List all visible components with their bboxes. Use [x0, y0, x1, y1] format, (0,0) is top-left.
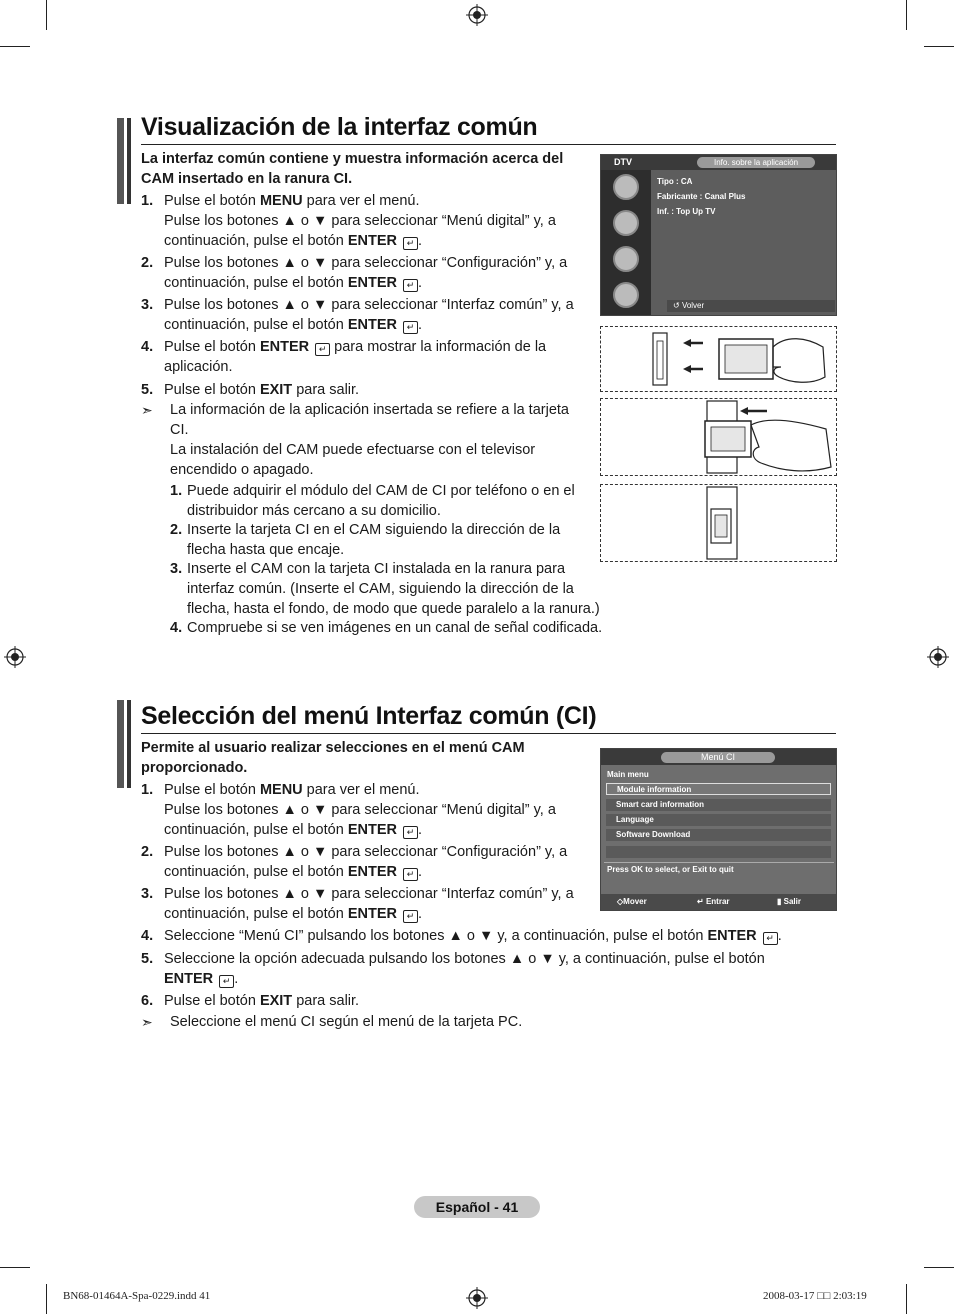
- menu-item-language[interactable]: Language: [606, 814, 831, 826]
- footer-exit: ▮ Salir: [777, 897, 801, 906]
- menu-item-software-download[interactable]: Software Download: [606, 829, 831, 841]
- move-icon: ◇: [617, 897, 624, 906]
- crop-mark: [924, 1267, 954, 1268]
- enter-icon: ↵: [315, 343, 330, 356]
- card-insert-illustration: [600, 398, 837, 476]
- step-6: 6. Pulse el botón EXIT para salir.: [141, 993, 360, 1009]
- return-icon: ↺: [673, 301, 682, 310]
- file-slug: BN68-01464A-Spa-0229.indd 41: [63, 1290, 211, 1302]
- setup-gear-icon: [613, 246, 639, 272]
- step-3: 3. Pulse los botones ▲ o ▼ para seleccionar “Interfaz común” y, a continuación, pulse el botón ENTER ↵ .: [141, 297, 574, 333]
- exit-icon: ▮: [777, 897, 784, 906]
- crop-mark: [0, 1267, 30, 1268]
- screen-sidebar: [601, 170, 651, 315]
- crop-mark: [46, 1284, 47, 1314]
- screen-header: Info. sobre la aplicación: [697, 157, 815, 168]
- screen-footer: ↺ Volver: [667, 300, 835, 312]
- crop-mark: [906, 0, 907, 30]
- app-info-screen: [600, 154, 837, 316]
- cam-inserted-illustration: [600, 484, 837, 562]
- picture-icon: [613, 210, 639, 236]
- enter-icon: ↵: [697, 897, 706, 906]
- info-row: Inf. : Top Up TV: [657, 207, 716, 216]
- crop-mark: [906, 1284, 907, 1314]
- section-rule: [141, 733, 836, 734]
- enter-icon: ↵: [403, 237, 418, 250]
- section-bar: [117, 700, 124, 788]
- section-bar: [127, 118, 131, 204]
- section-title: Selección del menú Interfaz común (CI): [141, 702, 597, 730]
- date-slug: 2008-03-17 □□ 2:03:19: [763, 1290, 867, 1302]
- cam-insert-illustration: [600, 326, 837, 392]
- note: ➣ La información de la aplicación insertada se refiere a la tarjeta CI. La instalación del CAM puede efectuarse con el televisor encendido o apagado.: [141, 402, 569, 478]
- registration-mark-icon: [466, 1287, 488, 1309]
- input-icon: [613, 282, 639, 308]
- step-5: 5. Pulse el botón EXIT para salir.: [141, 382, 360, 398]
- section-title: Visualización de la interfaz común: [141, 113, 538, 141]
- footer-enter: ↵ Entrar: [697, 897, 730, 906]
- dtv-label: DTV: [614, 157, 632, 167]
- enter-icon: ↵: [403, 321, 418, 334]
- step-2: 2. Pulse los botones ▲ o ▼ para seleccionar “Configuración” y, a continuación, pulse el botón ENTER ↵ .: [141, 255, 568, 291]
- step-5: 5. Seleccione la opción adecuada pulsando los botones ▲ o ▼ y, a continuación, pulse el botón ENTER ↵ .: [141, 951, 765, 987]
- enter-icon: ↵: [403, 868, 418, 881]
- substep-1: 1. Puede adquirir el módulo del CAM de CI por teléfono o en el distribuidor más cercano a su domicilio.: [170, 483, 575, 519]
- substep-4: 4. Compruebe si se ven imágenes en un canal de señal codificada.: [170, 620, 603, 636]
- note-arrow-icon: ➣: [141, 402, 153, 418]
- step-2: 2. Pulse los botones ▲ o ▼ para seleccionar “Configuración” y, a continuación, pulse el botón ENTER ↵ .: [141, 844, 568, 880]
- cam-card-illustration: [601, 327, 835, 390]
- crop-mark: [0, 46, 30, 47]
- substep-3: 3. Inserte el CAM con la tarjeta CI instalada en la ranura para interfaz común. (Inserte el CAM, siguiendo la dirección de la flecha, hasta el fondo, de modo que quede paralelo a la ranura.): [170, 561, 600, 617]
- menu-item-smart-card[interactable]: Smart card information: [606, 799, 831, 811]
- section-bar: [117, 118, 124, 204]
- crop-mark: [46, 0, 47, 30]
- note: ➣ Seleccione el menú CI según el menú de la tarjeta PC.: [141, 1014, 523, 1030]
- step-3: 3. Pulse los botones ▲ o ▼ para seleccionar “Interfaz común” y, a continuación, pulse el botón ENTER ↵ .: [141, 886, 574, 922]
- step-4: 4. Pulse el botón ENTER ↵ para mostrar la información de la aplicación.: [141, 339, 547, 375]
- screen-header: Menú CI: [661, 752, 775, 763]
- substep-2: 2. Inserte la tarjeta CI en el CAM siguiendo la dirección de la flecha hasta que encaje.: [170, 522, 561, 558]
- menu-item-module-information[interactable]: Module information: [606, 783, 831, 795]
- enter-icon: ↵: [403, 279, 418, 292]
- section-intro: Permite al usuario realizar selecciones en el menú CAM proporcionado.: [141, 740, 525, 776]
- step-1: 1. Pulse el botón MENU para ver el menú. Pulse los botones ▲ o ▼ para seleccionar “Menú digital” y, a continuación, pulse el botón ENTER ↵ .: [141, 782, 556, 838]
- registration-mark-icon: [4, 646, 26, 668]
- enter-icon: ↵: [403, 826, 418, 839]
- page-number: Español - 41: [414, 1196, 540, 1218]
- section-intro: La interfaz común contiene y muestra información acerca del CAM insertado en la ranura CI.: [141, 151, 564, 187]
- step-1: 1. Pulse el botón MENU para ver el menú. Pulse los botones ▲ o ▼ para seleccionar “Menú digital” y, a continuación, pulse el botón ENTER ↵ .: [141, 193, 556, 249]
- menu-item-empty: [606, 846, 831, 858]
- registration-mark-icon: [466, 4, 488, 26]
- screen-hint: Press OK to select, or Exit to quit: [607, 865, 734, 874]
- crop-mark: [924, 46, 954, 47]
- note-arrow-icon: ➣: [141, 1014, 153, 1030]
- section-rule: [141, 144, 836, 145]
- info-row: Fabricante : Canal Plus: [657, 192, 746, 201]
- info-row: Tipo : CA: [657, 177, 693, 186]
- main-menu-label: Main menu: [607, 770, 649, 779]
- step-4: 4. Seleccione “Menú CI” pulsando los botones ▲ o ▼ y, a continuación, pulse el botón ENTER ↵ .: [141, 928, 782, 944]
- section-bar: [127, 700, 131, 788]
- registration-mark-icon: [927, 646, 949, 668]
- ci-menu-screen: [600, 748, 837, 911]
- enter-icon: ↵: [219, 975, 234, 988]
- enter-icon: ↵: [763, 932, 778, 945]
- footer-move: ◇Mover: [617, 897, 647, 906]
- enter-icon: ↵: [403, 910, 418, 923]
- channel-icon: [613, 174, 639, 200]
